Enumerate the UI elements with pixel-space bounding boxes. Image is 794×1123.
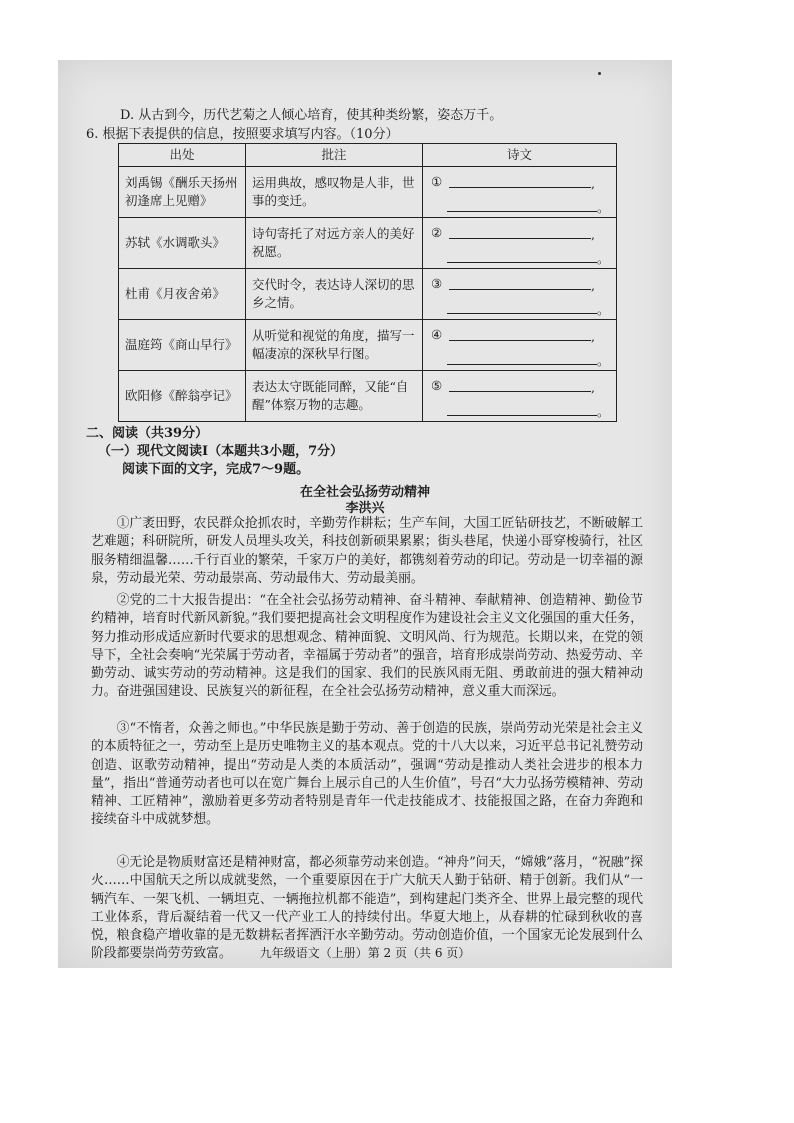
answer-number: ② [431,225,443,240]
header-source: 出处 [119,144,246,167]
article-title: 在全社会弘扬劳动精神 [299,485,430,500]
page-footer: 九年级语文（上册）第 2 页（共 6 页） [259,946,471,960]
answer-number: ⑤ [431,378,443,393]
answer-period: 。 [597,302,610,317]
row-note: 交代时令，表达诗人深切的思乡之情。 [246,269,423,320]
answer-comma: , [591,227,595,242]
row-source: 苏轼《水调歌头》 [119,218,246,269]
answer-period: 。 [597,353,610,368]
row-answer [423,167,617,218]
poetry-table [118,143,617,422]
answer-number: ④ [431,327,443,342]
row-answer [423,269,617,320]
answer-blank-2[interactable] [447,313,597,314]
page-content [58,60,672,968]
answer-comma: , [591,278,595,293]
article-paragraph-4: ④无论是物质财富还是精神财富，都必须靠劳动来创造。“神舟”问天，“嫦娥”落月，“祝融”探火……中国航天之所以成就斐然，一个重要原因在于广大航天人勤于钻研、精于创新。我们从“一辆汽车、一架飞机、一辆坦克、一辆拖拉机都不能造”，到构建起门类齐全、世界上最完整的现代工业体系，背后凝结着一代又一代产业工人的持续付出。华夏大地上，从春耕的忙碌到秋收的喜悦，粮食稳产增收靠的是无数耕耘者挥洒汗水辛勤劳动。劳动创造价值，一个国家无论发展到什么阶段都要崇尚劳劳致富。 [91,855,643,962]
header-poem: 诗文 [423,144,617,167]
article-paragraph-3: ③“不惰者，众善之师也。”中华民族是勤于劳动、善于创造的民族，崇尚劳动光荣是社会主义的本质特征之一，劳动至上是历史唯物主义的基本观点。党的十八大以来，习近平总书记礼赞劳动创造、讴歌劳动精神，提出“劳动是人类的本质活动”，强调“劳动是推动人类社会进步的根本力量”，指出“普通劳动者也可以在宽广舞台上展示自己的人生价值”，号召“大力弘扬劳模精神、劳动精神、工匠精神”，激励着更多劳动者特别是青年一代走技能成才、技能报国之路，在奋力奔跑和接续奋斗中成就梦想。 [91,721,643,828]
answer-blank-2[interactable] [447,262,597,263]
ink-dot [598,72,601,75]
table-row [119,371,617,422]
answer-comma: , [591,329,595,344]
article-paragraph-2: ②党的二十大报告提出：“在全社会弘扬劳动精神、奋斗精神、奉献精神、创造精神、勤俭节约精神，培育时代新风新貌。”我们要把提高社会文明程度作为建设社会主义文化强国的重大任务，努力推动形成适应新时代要求的思想观念、精神面貌、文明风尚、行为规范。长期以来，在党的领导下，全社会奏响“光荣属于劳动者，幸福属于劳动者”的强音，培育形成崇尚劳动、热爱劳动、辛勤劳动、诚实劳动的劳动精神。这是我们的国家、我们的民族风雨无阻、勇敢前进的强大精神动力。奋进强国建设、民族复兴的新征程，在全社会弘扬劳动精神，意义重大而深远。 [91,593,643,700]
answer-blank-1[interactable] [449,238,591,239]
header-note: 批注 [246,144,423,167]
answer-period: 。 [597,404,610,419]
answer-blank-1[interactable] [449,289,591,290]
answer-number: ① [431,174,443,189]
answer-number: ③ [431,276,443,291]
row-note: 诗句寄托了对远方亲人的美好祝愿。 [246,218,423,269]
row-note: 运用典故，感叹物是人非，世事的变迁。 [246,167,423,218]
row-answer [423,320,617,371]
option-d: D. 从古到今，历代艺菊之人倾心培育，使其种类纷繁，姿态万千。 [120,108,503,123]
answer-period: 。 [597,200,610,215]
table-row [119,167,617,218]
answer-comma: , [591,380,595,395]
row-source: 杜甫《月夜舍弟》 [119,269,246,320]
table-row [119,269,617,320]
answer-blank-1[interactable] [449,187,591,188]
article-paragraph-1: ①广袤田野，农民群众抢抓农时，辛勤劳作耕耘；生产车间，大国工匠钻研技艺，不断破解工艺难题；科研院所，研发人员埋头攻关，科技创新硕果累累；街头巷尾，快递小哥穿梭骑行，社区服务精细温馨……千行百业的繁荣，千家万户的美好，都镌刻着劳动的印记。劳动是一切幸福的源泉，劳动最光荣、劳动最崇高、劳动最伟大、劳动最美丽。 [91,516,643,586]
row-answer [423,371,617,422]
answer-blank-1[interactable] [449,391,591,392]
question-6: 6. 根据下表提供的信息，按照要求填写内容。（10分） [86,127,399,142]
table-header-row [119,144,617,167]
answer-blank-2[interactable] [447,211,597,212]
section-2-heading: 二、阅读（共39分） [86,426,209,441]
row-note: 从听觉和视觉的角度，描写一幅凄凉的深秋早行图。 [246,320,423,371]
answer-period: 。 [597,251,610,266]
reading-instruction: 阅读下面的文字，完成7～9题。 [122,462,310,477]
row-source: 刘禹锡《酬乐天扬州初逢席上见赠》 [119,167,246,218]
answer-blank-1[interactable] [449,340,591,341]
table-row [119,320,617,371]
row-source: 温庭筠《商山早行》 [119,320,246,371]
exam-page [58,60,672,968]
subsection-heading: （一）现代文阅读Ⅰ（本题共3小题，7分） [98,444,344,459]
answer-comma: , [591,176,595,191]
row-source: 欧阳修《醉翁亭记》 [119,371,246,422]
answer-blank-2[interactable] [447,415,597,416]
table-row [119,218,617,269]
row-answer [423,218,617,269]
answer-blank-2[interactable] [447,364,597,365]
article-author: 李洪兴 [345,501,385,516]
row-note: 表达太守既能同醉，又能“自醒”体察万物的志趣。 [246,371,423,422]
